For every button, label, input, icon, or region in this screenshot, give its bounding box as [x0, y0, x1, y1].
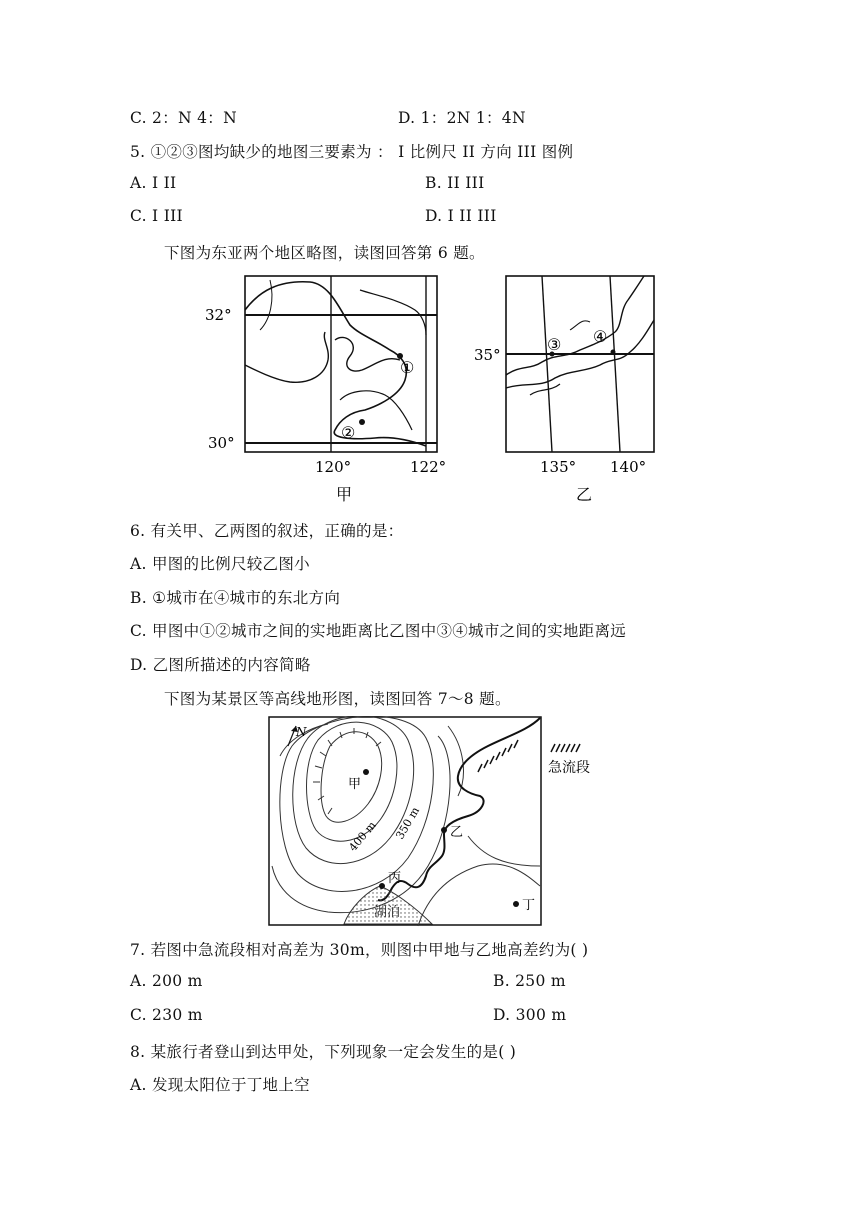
q4-option-d: D. 1：2N 1：4N	[398, 109, 526, 127]
map-yi-caption: 乙	[576, 485, 593, 504]
city-4-dot	[611, 350, 616, 355]
lon-140-label: 140°	[610, 458, 647, 476]
map-jia-caption: 甲	[336, 485, 353, 504]
q4-option-c: C. 2：N 4：N	[130, 109, 237, 127]
north-label: N	[296, 725, 307, 739]
lat-32-label: 32°	[205, 306, 232, 324]
q5-option-a: A. I II	[130, 174, 177, 192]
q8-option-a: A. 发现太阳位于丁地上空	[130, 1076, 310, 1094]
q5-option-d: D. I II III	[425, 207, 497, 225]
city-2-label: ②	[341, 423, 356, 442]
point-jia-label: 甲	[348, 777, 362, 792]
q5-option-c: C. I III	[130, 207, 183, 225]
q7-option-d: D. 300 m	[493, 1006, 567, 1024]
q5-stem: 5. ①②③图均缺少的地图三要素为 ： I 比例尺 II 方向 III 图例	[130, 143, 574, 161]
city-2-dot	[359, 419, 365, 425]
q6-stem: 6. 有关甲、乙两图的叙述，正确的是：	[130, 522, 404, 540]
city-1-label: ①	[400, 358, 415, 377]
q7-option-a: A. 200 m	[130, 972, 203, 990]
contour-350-label: 350 m	[393, 804, 423, 842]
lon-120-label: 120°	[315, 458, 352, 476]
contour-map	[268, 716, 608, 928]
q7-option-c: C. 230 m	[130, 1006, 203, 1024]
point-yi-dot	[441, 827, 447, 833]
lon-122-label: 122°	[410, 458, 447, 476]
map-jia	[200, 270, 450, 510]
q5-option-b: B. II III	[425, 174, 485, 192]
point-yi-label: 乙	[450, 825, 464, 840]
rapids-legend-icon	[551, 744, 580, 752]
contour-400-label: 400 m	[346, 818, 379, 854]
lat-30-label: 30°	[208, 434, 235, 452]
point-ding-dot	[513, 901, 519, 907]
map-yi	[470, 270, 660, 510]
point-bing-label: 丙	[388, 871, 402, 886]
city-4-label: ④	[593, 327, 608, 346]
q6-option-b: B. ①城市在④城市的东北方向	[130, 589, 341, 607]
lat-35-label: 35°	[474, 346, 501, 364]
intro-q7-8: 下图为某景区等高线地形图，读图回答 7～8 题。	[164, 690, 511, 708]
point-bing-dot	[379, 883, 385, 889]
q6-option-c: C. 甲图中①②城市之间的实地距离比乙图中③④城市之间的实地距离远	[130, 622, 627, 640]
intro-q6: 下图为东亚两个地区略图，读图回答第 6 题。	[164, 244, 485, 262]
q7-stem: 7. 若图中急流段相对高差为 30m，则图中甲地与乙地高差约为( )	[130, 941, 589, 959]
q6-option-a: A. 甲图的比例尺较乙图小	[130, 555, 310, 573]
q6-option-d: D. 乙图所描述的内容简略	[130, 656, 311, 674]
q7-option-b: B. 250 m	[493, 972, 566, 990]
point-ding-label: 丁	[522, 898, 536, 913]
q8-stem: 8. 某旅行者登山到达甲处，下列现象一定会发生的是( )	[130, 1043, 517, 1061]
lon-135-label: 135°	[540, 458, 577, 476]
point-jia-dot	[363, 769, 369, 775]
lake-label: 湖泊	[374, 905, 401, 920]
city-3-label: ③	[547, 335, 562, 354]
rapids-legend-label: 急流段	[548, 760, 590, 776]
